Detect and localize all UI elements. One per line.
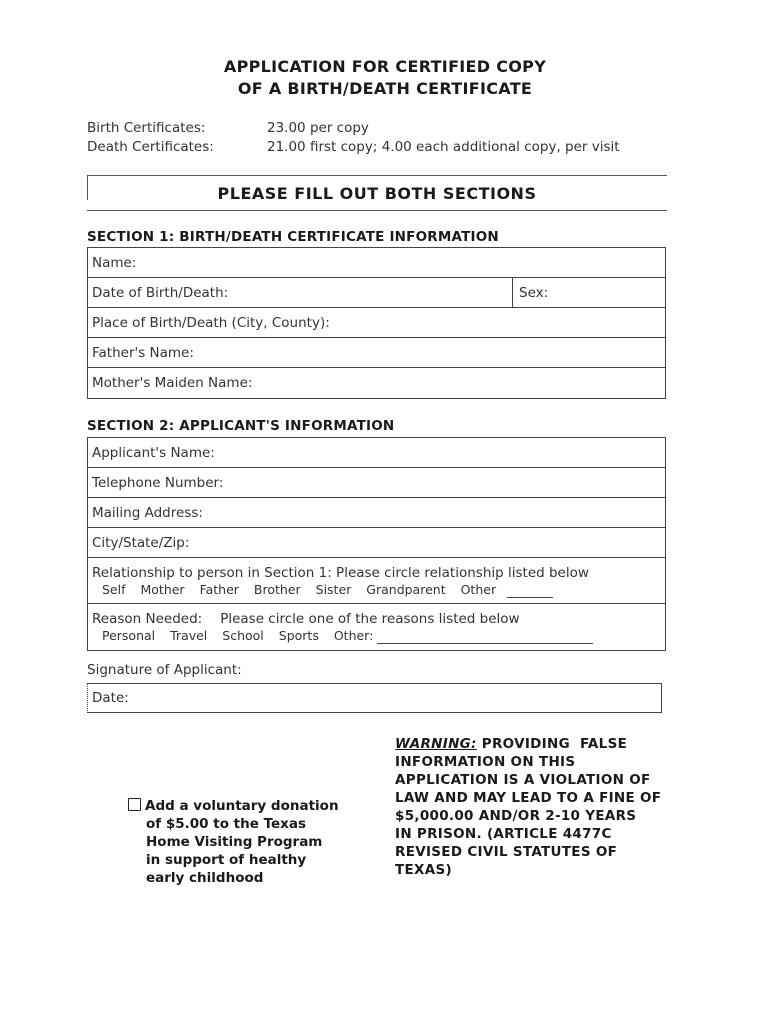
section-1-form <box>87 247 666 399</box>
reason-option-personal[interactable]: Personal <box>102 628 156 643</box>
section-2-form <box>87 437 666 651</box>
donation-checkbox[interactable] <box>128 798 141 811</box>
mailing-address-field[interactable] <box>88 498 665 528</box>
reason-label: Reason Needed: <box>92 611 203 627</box>
signature-label: Signature of Applicant: <box>87 662 242 678</box>
relationship-option-grandparent[interactable]: Grandparent <box>366 581 446 597</box>
relationship-option-mother[interactable]: Mother <box>140 581 185 597</box>
donation-line: early childhood <box>146 870 264 886</box>
warning-line-1 <box>395 735 685 753</box>
reason-option-travel[interactable]: Travel <box>170 628 208 643</box>
relationship-option-other[interactable]: Other <box>460 581 497 597</box>
warning-line: INFORMATION ON THIS <box>395 754 576 770</box>
warning-line: IN PRISON. (ARTICLE 4477C <box>395 826 612 842</box>
legal-warning <box>395 735 685 879</box>
applicant-name-label: Applicant's Name: <box>92 444 215 461</box>
warning-line: $5,000.00 AND/OR 2-10 YEARS <box>395 808 637 824</box>
sex-field[interactable] <box>512 278 665 307</box>
fee-schedule <box>87 119 620 157</box>
relationship-options <box>92 582 564 598</box>
fee-label: Death Certificates: <box>87 139 214 155</box>
donation-line: Home Visiting Program <box>146 834 323 850</box>
place-field[interactable] <box>88 308 665 338</box>
instruction-banner: PLEASE FILL OUT BOTH SECTIONS <box>87 175 667 211</box>
relationship-option-self[interactable]: Self <box>102 581 126 597</box>
title-line-2: OF A BIRTH/DEATH CERTIFICATE <box>237 79 533 98</box>
warning-line: REVISED CIVIL STATUTES OF <box>395 844 618 860</box>
warning-line: TEXAS) <box>395 862 452 878</box>
warning-line: APPLICATION IS A VIOLATION OF <box>395 772 651 788</box>
date-label: Date: <box>92 690 129 706</box>
relationship-option-sister[interactable]: Sister <box>315 581 352 597</box>
telephone-label: Telephone Number: <box>92 474 224 491</box>
sex-label: Sex: <box>519 284 549 301</box>
mother-maiden-name-field[interactable] <box>88 368 665 398</box>
reason-line <box>92 610 538 628</box>
mother-maiden-name-label: Mother's Maiden Name: <box>92 375 253 391</box>
warning-label: WARNING: <box>395 736 477 752</box>
reason-option-sports[interactable]: Sports <box>278 628 319 643</box>
title-line-1: APPLICATION FOR CERTIFIED COPY <box>223 57 547 76</box>
fee-label: Birth Certificates: <box>87 120 206 136</box>
donation-text: Add a voluntary donation <box>145 798 339 814</box>
name-field[interactable] <box>88 248 665 278</box>
relationship-field <box>88 558 665 604</box>
reason-option-school[interactable]: School <box>222 628 264 643</box>
mailing-address-label: Mailing Address: <box>92 504 203 521</box>
relationship-option-brother[interactable]: Brother <box>253 581 301 597</box>
reason-options <box>92 628 604 644</box>
fee-row-death <box>87 138 620 157</box>
donation-line: of $5.00 to the Texas <box>146 816 307 832</box>
section-1-heading: SECTION 1: BIRTH/DEATH CERTIFICATE INFORMATION <box>87 229 499 245</box>
donation-option <box>128 797 339 887</box>
fee-value: 23.00 per copy <box>267 120 369 136</box>
city-state-zip-label: City/State/Zip: <box>92 534 190 551</box>
dob-field[interactable] <box>88 278 512 307</box>
reason-field <box>88 604 665 650</box>
telephone-field[interactable] <box>88 468 665 498</box>
city-state-zip-field[interactable] <box>88 528 665 558</box>
section-2-heading: SECTION 2: APPLICANT'S INFORMATION <box>87 418 395 434</box>
name-label: Name: <box>92 254 137 271</box>
form-title <box>0 56 770 100</box>
relationship-option-father[interactable]: Father <box>199 581 239 597</box>
date-field[interactable] <box>87 683 662 713</box>
dob-sex-row <box>88 278 665 308</box>
fee-value: 21.00 first copy; 4.00 each additional copy, per visit <box>267 139 620 155</box>
relationship-label: Relationship to person in Section 1: Please circle relationship listed below <box>92 564 589 581</box>
signature-field[interactable] <box>87 662 242 678</box>
donation-line: in support of healthy <box>146 852 307 868</box>
applicant-name-field[interactable] <box>88 438 665 468</box>
fee-row-birth <box>87 119 620 138</box>
warning-line-1-rest: PROVIDING FALSE <box>476 736 628 752</box>
reason-other-blank[interactable] <box>377 631 593 644</box>
reason-instruction: Please circle one of the reasons listed below <box>220 611 520 627</box>
dob-label: Date of Birth/Death: <box>92 284 229 301</box>
donation-line-1 <box>128 797 339 815</box>
relationship-other-blank[interactable] <box>507 585 553 598</box>
father-name-label: Father's Name: <box>92 344 194 361</box>
place-label: Place of Birth/Death (City, County): <box>92 314 330 331</box>
reason-option-other[interactable]: Other: <box>333 628 374 643</box>
warning-line: LAW AND MAY LEAD TO A FINE OF <box>395 790 662 806</box>
father-name-field[interactable] <box>88 338 665 368</box>
